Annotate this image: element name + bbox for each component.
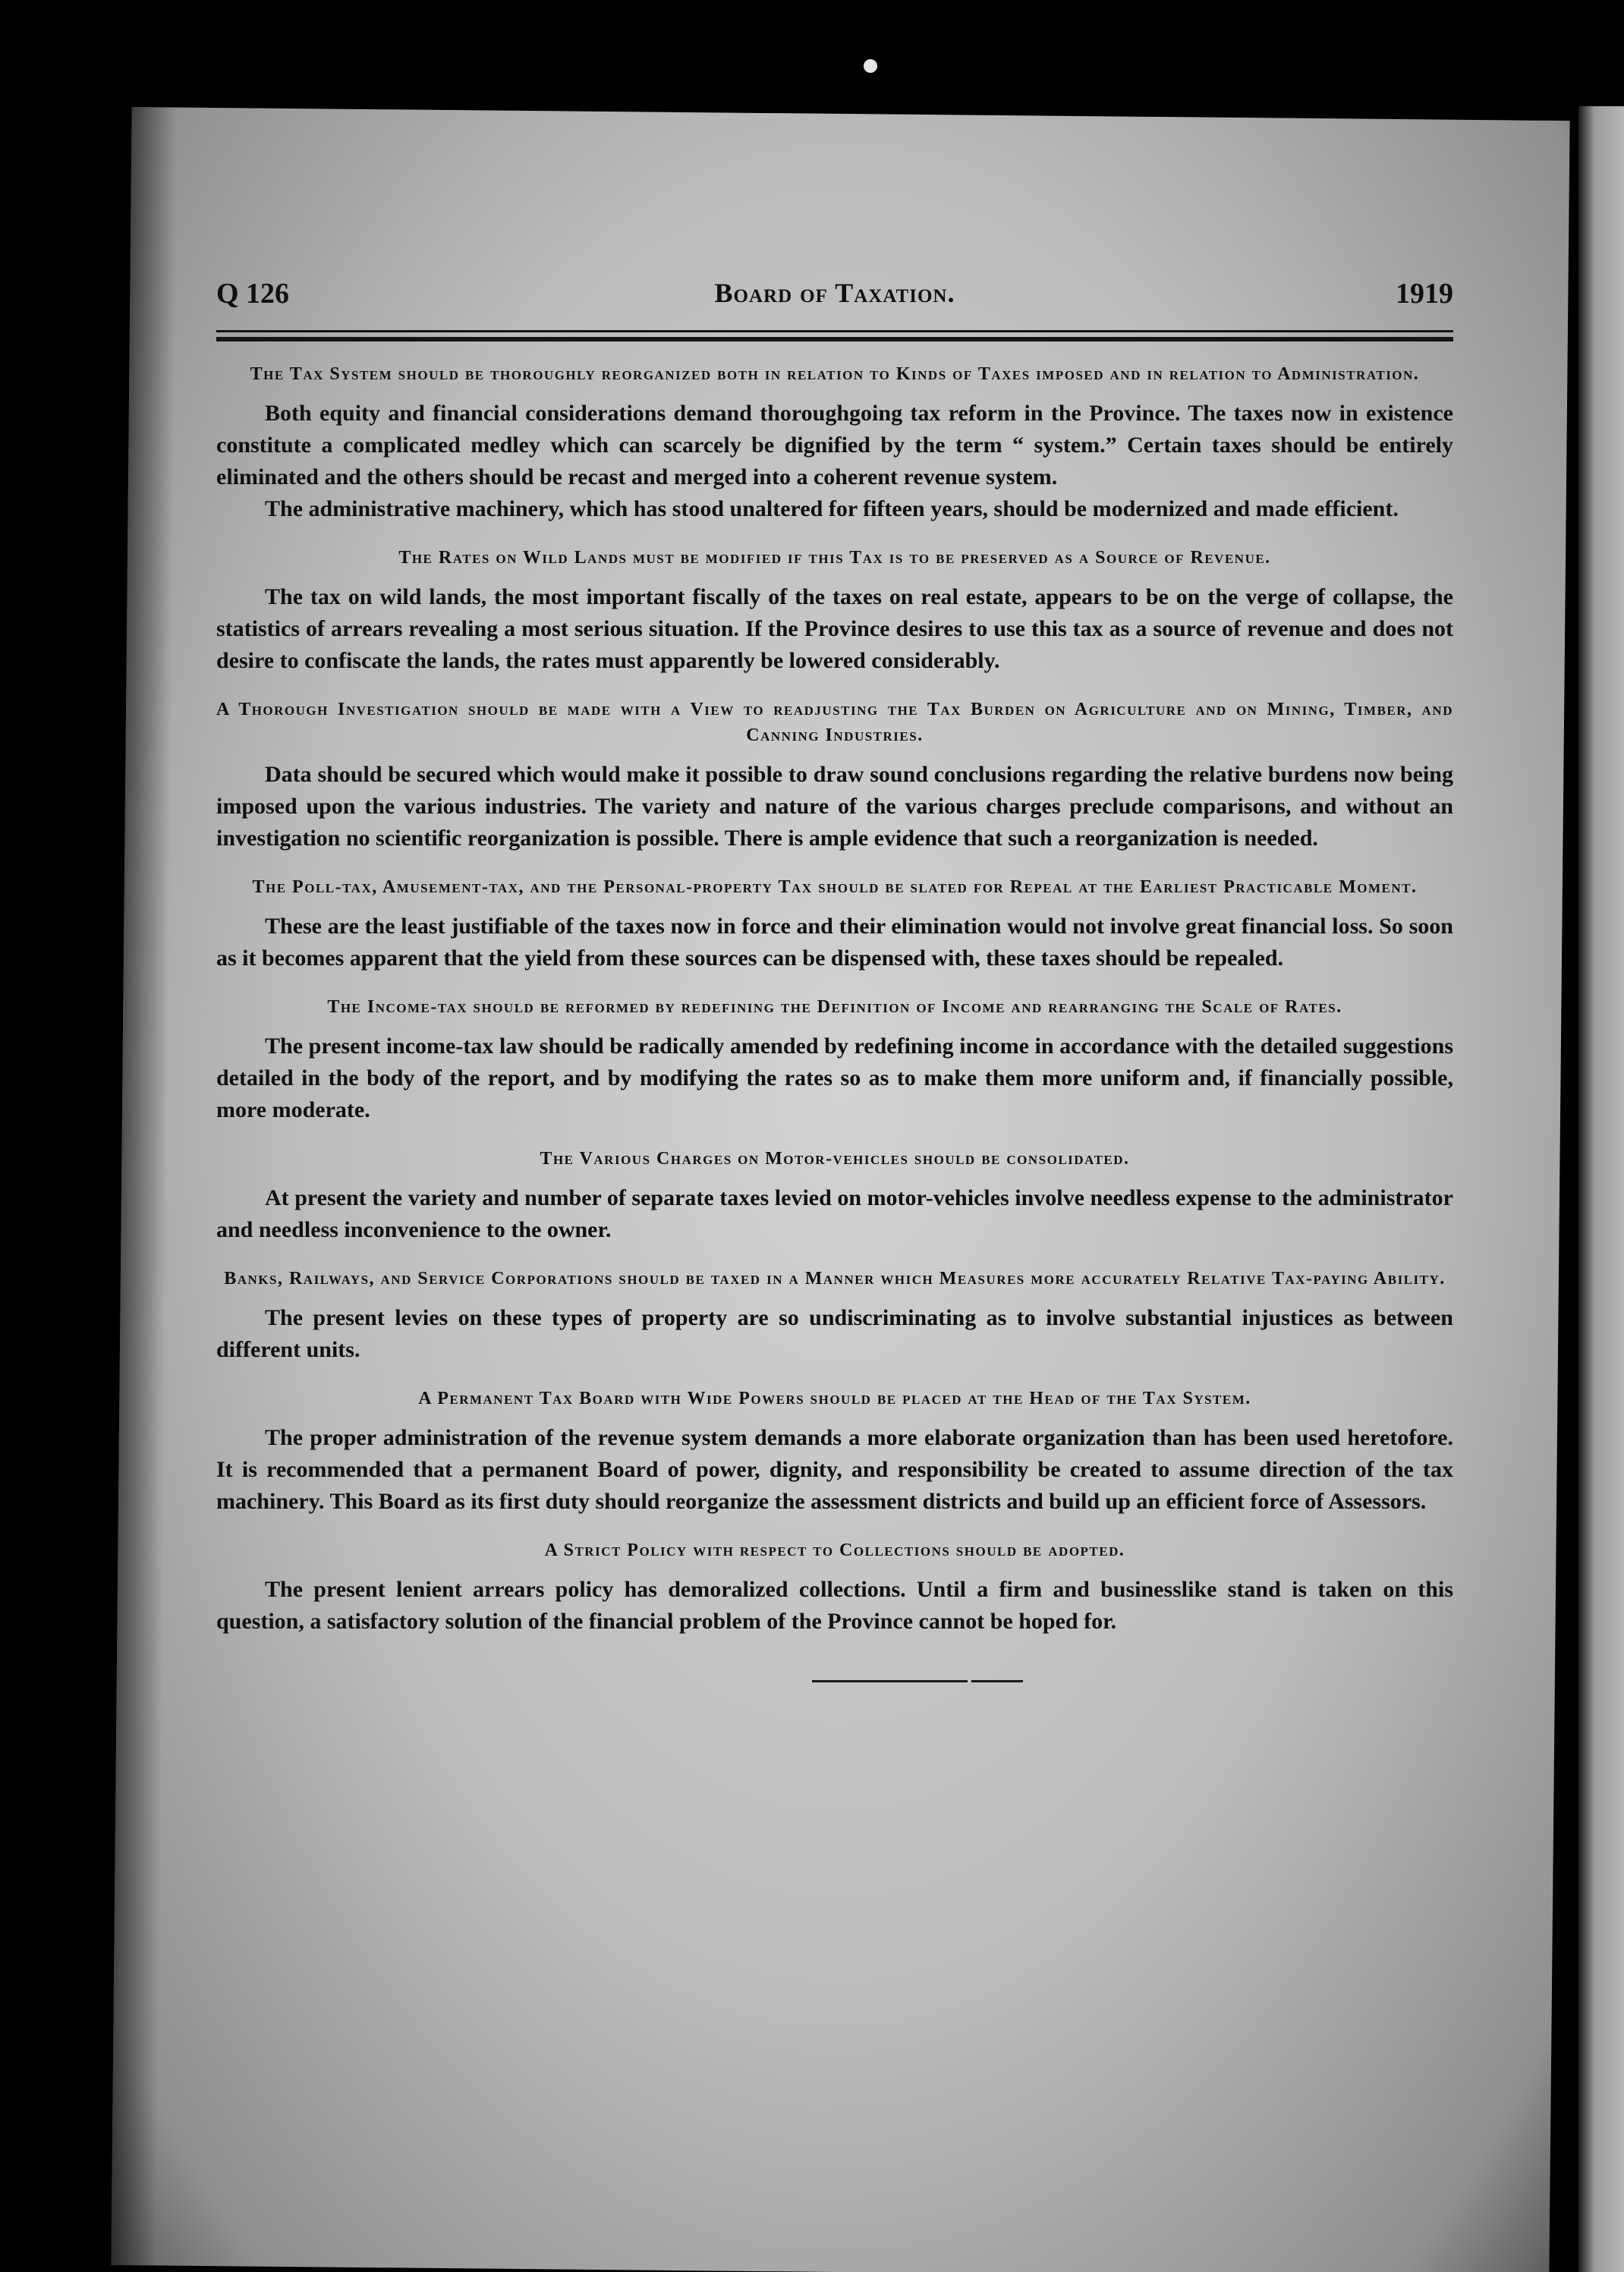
- page-content: [216, 277, 1453, 1700]
- section-paragraph: The present levies on these types of property are so undiscriminating as to involve substantial injustices as between different units.: [216, 1305, 1453, 1362]
- header-rule: [216, 330, 1453, 341]
- section-heading: Banks, Railways, and Service Corporations should be taxed in a Manner which Measures more accurately Relative Tax-paying Ability.: [224, 1269, 1446, 1289]
- section-heading: A Thorough Investigation should be made with a View to readjusting the Tax Burden on Agriculture and on Mining, Timber, and Canning Industries.: [216, 700, 1453, 745]
- section-heading: The Various Charges on Motor-vehicles should be consolidated.: [540, 1149, 1130, 1169]
- section-9: [216, 1537, 1453, 1638]
- film-speck: [864, 59, 877, 73]
- section-7: [216, 1266, 1453, 1366]
- section-paragraph: Both equity and financial considerations demand thoroughgoing tax reform in the Province. The taxes now in existence constitute a complicated medley which can scarcely be dignified by the term “ system.” Certain taxes should be entirely eliminated and the others should be recast and merged into a coherent revenue system.: [216, 401, 1453, 489]
- section-heading: The Tax System should be thoroughly reorganized both in relation to Kinds of Taxes imposed and in relation to Administration.: [250, 364, 1420, 384]
- section-heading: The Poll-tax, Amusement-tax, and the Personal-property Tax should be slated for Repeal at the Earliest Practicable Moment.: [252, 877, 1418, 897]
- adjacent-page-edge: [1578, 106, 1624, 2272]
- section-1: [216, 361, 1453, 525]
- section-heading: A Strict Policy with respect to Collections should be adopted.: [544, 1540, 1125, 1560]
- section-3: [216, 697, 1453, 854]
- section-8: [216, 1386, 1453, 1518]
- section-paragraph: The tax on wild lands, the most important fiscally of the taxes on real estate, appears to be on the verge of collapse, the statistics of arrears revealing a most serious situation. If the Province desires to use this tax as a source of revenue and does not desire to confiscate the lands, the rates must apparently be lowered considerably.: [216, 584, 1453, 673]
- section-paragraph: The proper administration of the revenue system demands a more elaborate organization than has been used heretofore. It is recommended that a permanent Board of power, dignity, and responsibility be created to assume direction of the tax machinery. This Board as its first duty should reorganize the assessment districts and build up an efficient force of Assessors.: [216, 1425, 1453, 1514]
- section-paragraph: These are the least justifiable of the taxes now in force and their elimination would not involve great financial loss. So soon as it becomes apparent that the yield from these sources can be dispensed with, these taxes should be repealed.: [216, 914, 1453, 971]
- section-6: [216, 1146, 1453, 1246]
- running-title: Board of Taxation.: [714, 278, 955, 308]
- section-paragraph: The present income-tax law should be radically amended by redefining income in accordance with the detailed suggestions detailed in the body of the report, and by modifying the rates so as to make them more uniform and, if financially possible, more moderate.: [216, 1034, 1453, 1122]
- section-paragraph: The administrative machinery, which has stood unaltered for fifteen years, should be modernized and made efficient.: [265, 496, 1399, 521]
- section-heading: The Income-tax should be reformed by redefining the Definition of Income and rearranging the Scale of Rates.: [327, 997, 1342, 1017]
- section-2: [216, 545, 1453, 677]
- page-number: Q 126: [216, 278, 290, 310]
- year: 1919: [1396, 278, 1453, 310]
- section-paragraph: At present the variety and number of separate taxes levied on motor-vehicles involve needless expense to the administrator and needless inconvenience to the owner.: [216, 1185, 1453, 1242]
- section-5: [216, 994, 1453, 1126]
- closing-rule: [216, 1669, 1453, 1700]
- section-4: [216, 874, 1453, 974]
- section-heading: The Rates on Wild Lands must be modified if this Tax is to be preserved as a Source of Revenue.: [398, 548, 1271, 568]
- section-paragraph: Data should be secured which would make it possible to draw sound conclusions regarding the relative burdens now being imposed upon the various industries. The variety and nature of the various charges preclude comparisons, and without an investigation no scientific reorganization is possible. There is ample evidence that such a reorganization is needed.: [216, 762, 1453, 851]
- section-heading: A Permanent Tax Board with Wide Powers should be placed at the Head of the Tax System.: [418, 1389, 1251, 1408]
- running-header: [216, 277, 1453, 326]
- section-paragraph: The present lenient arrears policy has demoralized collections. Until a firm and businesslike stand is taken on this question, a satisfactory solution of the financial problem of the Province cannot be hoped for.: [216, 1577, 1453, 1634]
